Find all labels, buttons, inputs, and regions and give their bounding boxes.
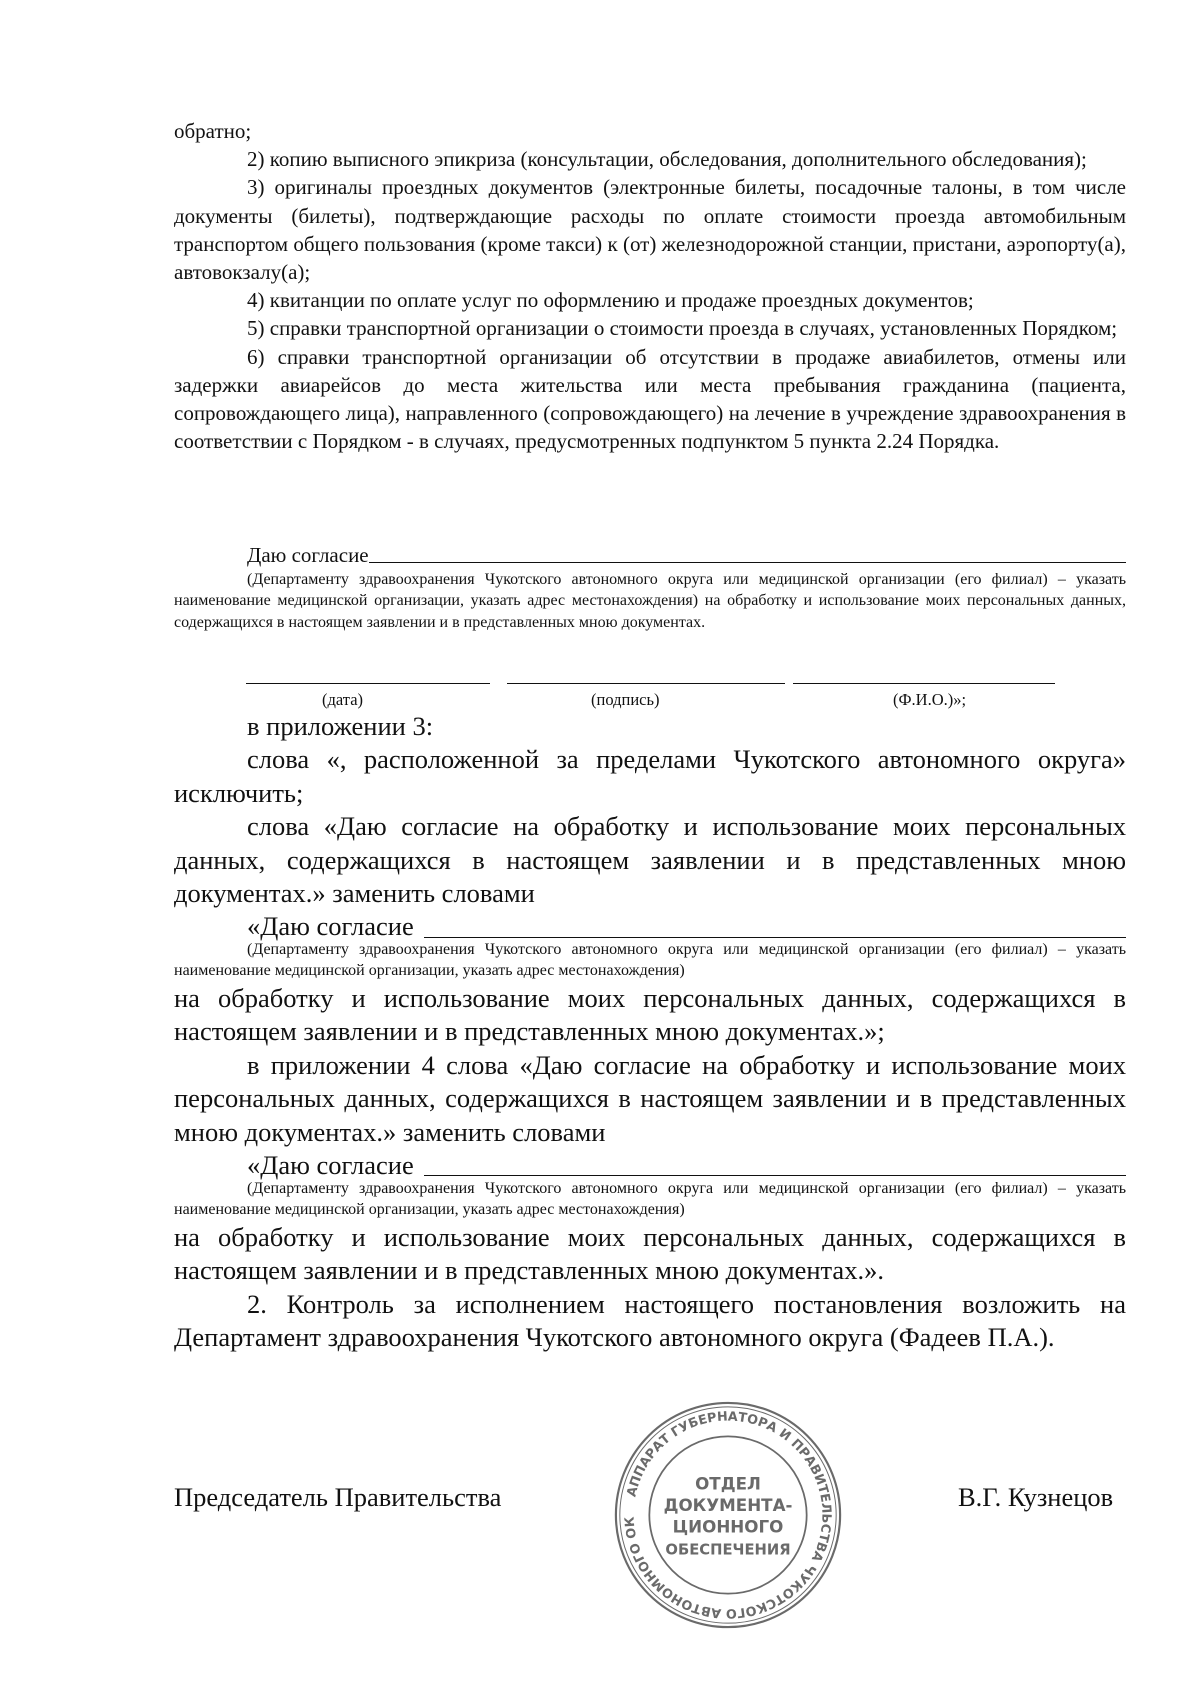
list-item-3: 3) оригиналы проездных документов (электронные билеты, посадочные талоны, в том числе документы (билеты), подтверждающие расходы по оплате стоимости проезда автомобильным транспортом общего пользования (кроме такси) к (от) железнодорожной станции, пристани, аэропорту(а), автовокзалу(а); <box>174 175 1126 285</box>
paragraph-return: обратно; <box>174 119 252 143</box>
item-2-control: 2. Контроль за исполнением настоящего постановления возложить на Департамент здравоохранения Чукотского автономного округа (Фадеев П.А.). <box>174 1288 1126 1353</box>
consent-tail-3: на обработку и использование моих персональных данных, содержащихся в настоящем заявлении и в представленных мною документах.». <box>174 1222 1126 1286</box>
signer-title: Председатель Правительства <box>174 1482 502 1512</box>
signature-block <box>246 683 1056 713</box>
consent-note-1 <box>174 569 1126 633</box>
appendix-3-item-2: слова «Даю согласие на обработку и использование моих персональных данных, содержащихся в настоящем заявлении и в представленных мною документах.» заменить словами <box>174 811 1126 909</box>
appendix-3-item-1: слова «, расположенной за пределами Чукотского автономного округа» исключить; <box>174 744 1126 808</box>
list-item-2: 2) копию выписного эпикриза (консультации, обследования, дополнительного обследования); <box>247 147 1087 172</box>
appendix-4-paragraph: в приложении 4 слова «Даю согласие на обработку и использование моих персональных данных, содержащихся в настоящем заявлении и в представленных мною документах.» заменить словами <box>174 1049 1126 1147</box>
consent-note-2 <box>174 939 1126 982</box>
appendix-3-section <box>174 710 1126 944</box>
consent-tail-2: на обработку и использование моих персональных данных, содержащихся в настоящем заявлении и в представленных мною документах.»; <box>174 983 1126 1047</box>
consent-blank-field <box>424 937 1126 938</box>
consent-note-text: (Департаменту здравоохранения Чукотского автономного округа или медицинской организации (его филиал) – указать наименование медицинской организации, указать адрес местонахождения) <box>174 941 1126 980</box>
consent-label: «Даю согласие <box>247 911 414 942</box>
signature-caption: (подпись) <box>591 690 660 709</box>
consent-note-3 <box>174 1178 1126 1221</box>
stamp-ring-text: АППАРАТ ГУБЕРНАТОРА И ПРАВИТЕЛЬСТВА ЧУКОТСКОГО АВТОНОМНОГО ОК <box>622 1409 834 1621</box>
list-item-6: 6) справки транспортной организации об отсутствии в продаже авиабилетов, отмены или задержки авиарейсов до места жительства или места пребывания гражданина (пациента, сопровождающего лица), направленного (сопровождающего) на лечение в учреждение здравоохранения в соответствии с Порядком - в случаях, предусмотренных подпунктом 5 пункта 2.24 Порядка. <box>174 344 1126 454</box>
name-caption: (Ф.И.О.)»; <box>893 690 967 709</box>
name-line <box>793 683 1055 684</box>
stamp-line-4: ОБЕСПЕЧЕНИЯ <box>665 1541 791 1559</box>
signer-name: В.Г. Кузнецов <box>958 1482 1114 1512</box>
list-item-4: 4) квитанции по оплате услуг по оформлению и продаже проездных документов; <box>247 288 974 313</box>
signature-line <box>507 683 785 684</box>
consent-tail-2-section <box>174 982 1126 1182</box>
list-item-5: 5) справки транспортной организации о стоимости проезда в случаях, установленных Порядком; <box>247 316 1118 341</box>
stamp-line-3: ЦИОННОГО <box>672 1516 784 1537</box>
stamp-graphic <box>610 1397 846 1633</box>
date-caption: (дата) <box>322 690 364 709</box>
documents-list <box>174 117 1126 455</box>
consent-note-text: (Департаменту здравоохранения Чукотского автономного округа или медицинской организации (его филиал) – указать наименование медицинской организации, указать адрес местонахождения) на обработку и использование моих персональных данных, содержащихся в настоящем заявлении и в представленных мною документах. <box>174 571 1126 631</box>
stamp-line-2: ДОКУМЕНТА- <box>663 1495 793 1516</box>
closing-section <box>174 1221 1126 1355</box>
consent-label: «Даю согласие <box>247 1150 414 1181</box>
consent-label: Даю согласие <box>247 543 369 567</box>
consent-blank-field <box>369 562 1126 563</box>
stamp-line-1: ОТДЕЛ <box>695 1473 761 1494</box>
date-line <box>246 683 490 684</box>
consent-line-1 <box>174 541 1126 569</box>
consent-blank-field <box>424 1175 1126 1176</box>
consent-note-text: (Департаменту здравоохранения Чукотского автономного округа или медицинской организации (его филиал) – указать наименование медицинской организации, указать адрес местонахождения) <box>174 1180 1126 1219</box>
official-stamp <box>610 1397 846 1633</box>
appendix-3-heading: в приложении 3: <box>247 711 434 741</box>
